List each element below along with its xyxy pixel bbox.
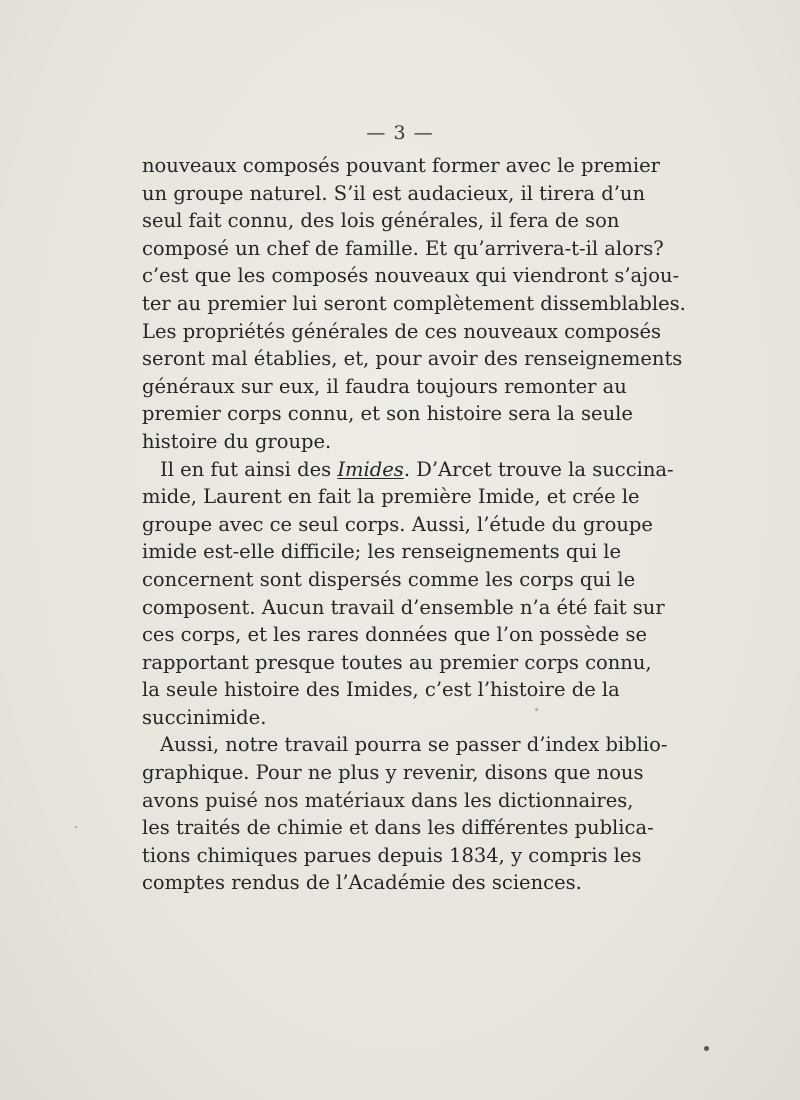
body-text	[142, 152, 686, 897]
text-line: tions chimiques parues depuis 1834, y compris les	[142, 843, 642, 867]
text-line: histoire du groupe.	[142, 429, 332, 453]
text-line: avons puisé nos matériaux dans les dictionnaires,	[142, 788, 634, 812]
paragraph-2	[142, 456, 674, 732]
text-line: ter au premier lui seront complètement dissemblables.	[142, 291, 686, 315]
text-run: Il en fut ainsi des	[160, 457, 338, 481]
text-line: nouveaux composés pouvant former avec le premier	[142, 154, 660, 177]
text-line: succinimide.	[142, 705, 267, 729]
page-number: — 3 —	[366, 122, 434, 144]
text-line: les traités de chimie et dans les différentes publica-	[142, 816, 654, 840]
text-line: composé un chef de famille. Et qu’arrivera-t-il alors?	[142, 236, 664, 260]
text-line: groupe avec ce seul corps. Aussi, l’étude du groupe	[142, 512, 653, 536]
text-line: comptes rendus de l’Académie des sciences.	[142, 871, 582, 895]
text-line: rapportant presque toutes au premier corps connu,	[142, 650, 652, 674]
text-line: composent. Aucun travail d’ensemble n’a été fait sur	[142, 595, 665, 619]
text-line: c’est que les composés nouveaux qui viendront s’ajou-	[142, 264, 680, 288]
text-line: Aussi, notre travail pourra se passer d’index biblio-	[160, 733, 668, 757]
text-line: imide est-elle difficile; les renseignements qui le	[142, 540, 622, 564]
text-line: mide, Laurent en fait la première Imide, et crée le	[142, 485, 640, 509]
paragraph-1	[142, 152, 686, 456]
paper-speck	[704, 1046, 709, 1051]
paper-speck	[75, 826, 77, 828]
text-line: premier corps connu, et son histoire sera la seule	[142, 402, 633, 426]
paragraph-3	[142, 731, 668, 897]
text-line: la seule histoire des Imides, c’est l’histoire de la	[142, 678, 620, 702]
text-line: Les propriétés générales de ces nouveaux composés	[142, 319, 662, 343]
text-line: généraux sur eux, il faudra toujours remonter au	[142, 374, 627, 398]
text-run: . D’Arcet trouve la succina-	[403, 457, 674, 481]
text-line: seul fait connu, des lois générales, il fera de son	[142, 209, 620, 233]
emphasized-term: Imides	[337, 457, 404, 481]
text-line: concernent sont dispersés comme les corps qui le	[142, 567, 636, 591]
paper-speck	[535, 708, 538, 711]
text-line: ces corps, et les rares données que l’on possède se	[142, 623, 647, 647]
text-line: un groupe naturel. S’il est audacieux, il tirera d’un	[142, 181, 646, 205]
text-line: graphique. Pour ne plus y revenir, disons que nous	[142, 761, 644, 785]
text-line: seront mal établies, et, pour avoir des renseignements	[142, 347, 683, 371]
text-line	[142, 456, 674, 484]
